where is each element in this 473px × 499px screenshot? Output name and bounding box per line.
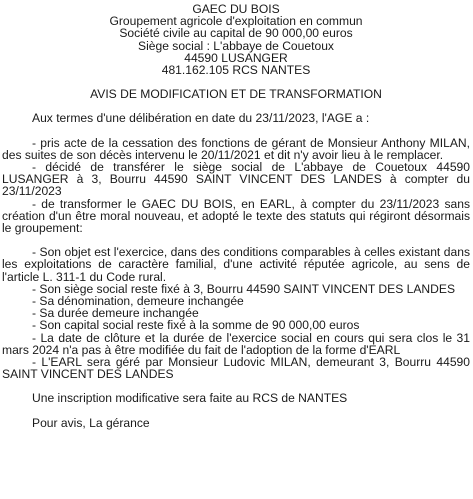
company-rcs: 481.162.105 RCS NANTES bbox=[161, 63, 311, 78]
detail-gerance: - L'EARL sera géré par Monsieur Ludovic MILAN, demeurant 3, Bourru 44590 SAINT VINCENT DES LANDES bbox=[2, 355, 470, 382]
registry-paragraph: Une inscription modificative sera faite au RCS de NANTES bbox=[32, 391, 348, 406]
company-type: Groupement agricole d'exploitation en commun bbox=[109, 14, 363, 29]
signature: Pour avis, La gérance bbox=[32, 415, 150, 430]
company-postal: 44590 LUSANGER bbox=[184, 50, 288, 65]
company-header bbox=[2, 3, 470, 76]
decision-transfer: - décidé de transférer le siège social de L'abbaye de Couetoux 44590 LUSANGER à 3, Bourru 44590 SAINT VINCENT DES LANDES à compter du 23/11/2023 bbox=[2, 160, 470, 199]
intro-paragraph: Aux termes d'une délibération en date du 23/11/2023, l'AGE a : bbox=[32, 111, 370, 126]
notice-title: AVIS DE MODIFICATION ET DE TRANSFORMATION bbox=[90, 87, 382, 102]
decision-cessation: - pris acte de la cessation des fonctions de gérant de Monsieur Anthony MILAN, des suites de son décès intervenu le 20/11/2021 et dit n'y avoir lieu à le remplacer. bbox=[2, 135, 470, 162]
company-seat: Siège social : L'abbaye de Couetoux bbox=[138, 38, 334, 53]
detail-cloture: - La date de clôture et la durée de l'exercice social en cours qui sera clos le 31 mars 2024 n'a pas à être modifiée du fait de l'adoption de la forme d'EARL bbox=[2, 330, 470, 357]
decision-transformation: - de transformer le GAEC DU BOIS, en EARL, à compter du 23/11/2023 sans création d'un être moral nouveau, et adopté le texte des statuts qui régiront désormais le groupement: bbox=[2, 196, 470, 236]
company-name: GAEC DU BOIS bbox=[192, 2, 280, 16]
detail-siege: - Son siège social reste fixé à 3, Bourru 44590 SAINT VINCENT DES LANDES bbox=[32, 281, 456, 296]
detail-duree: - Sa durée demeure inchangée bbox=[32, 306, 199, 321]
company-capital: Société civile au capital de 90 000,00 euros bbox=[119, 26, 353, 41]
detail-denomination: - Sa dénomination, demeure inchangée bbox=[32, 294, 244, 309]
detail-capital: - Son capital social reste fixé à la somme de 90 000,00 euros bbox=[32, 318, 360, 333]
detail-objet: - Son objet est l'exercice, dans des conditions comparables à celles existant dans les exploitations de caractère familial, d'une activité réputée agricole, au sens de l'article L. 311-1 du Code rural. bbox=[2, 245, 470, 284]
